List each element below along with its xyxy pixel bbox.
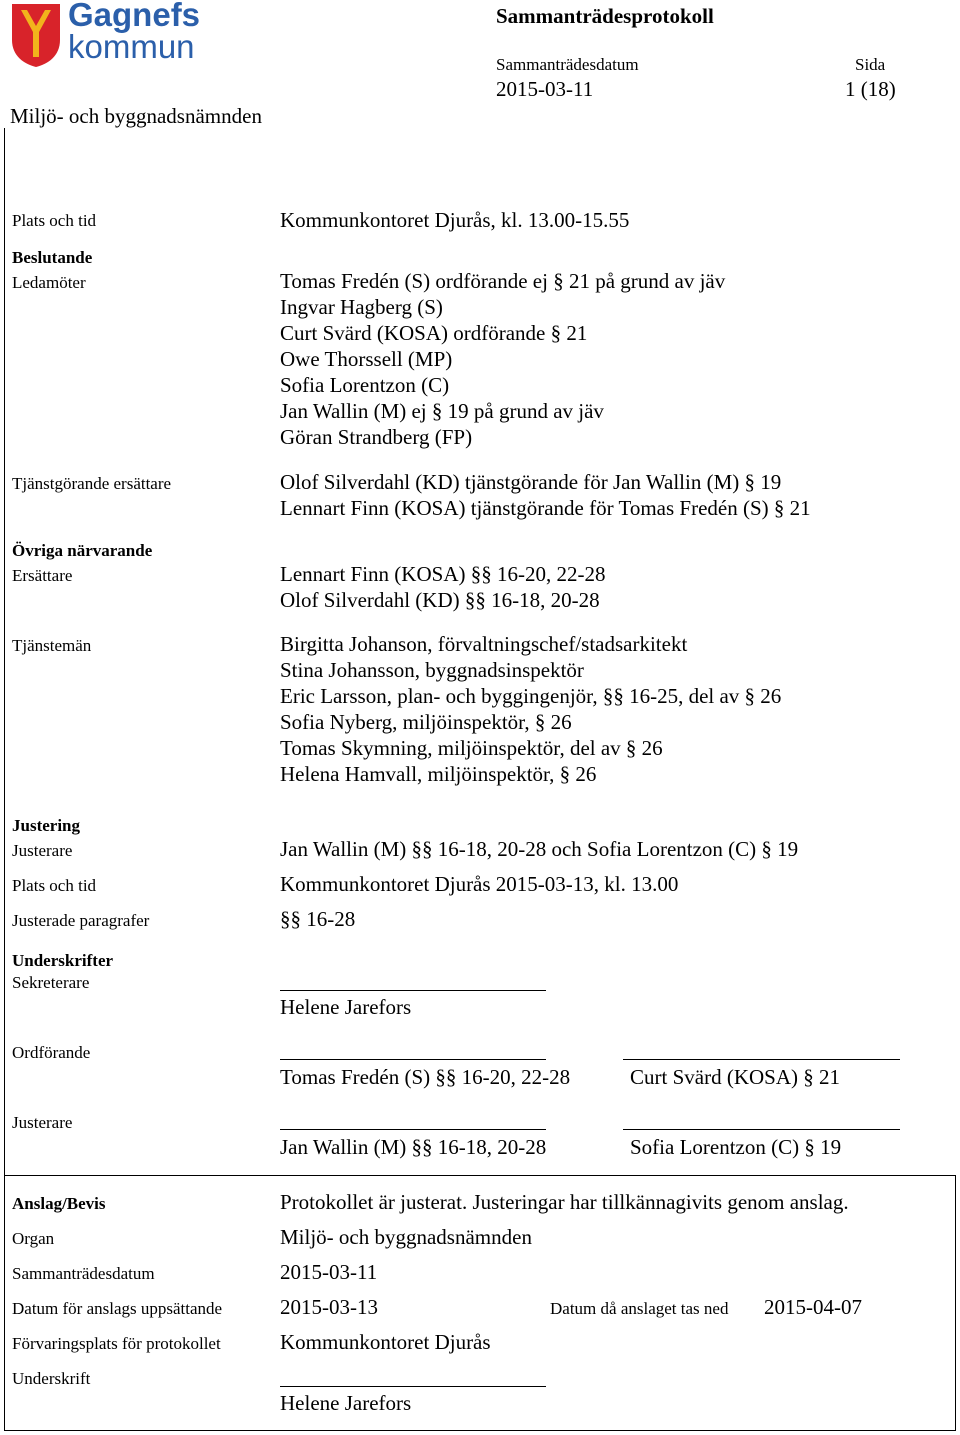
- justering-place-label: Plats och tid: [12, 876, 97, 895]
- posted-date-label: Datum för anslags uppsättande: [12, 1299, 223, 1318]
- others-heading: Övriga närvarande: [12, 541, 153, 560]
- header-date-value: 2015-03-11: [496, 77, 594, 101]
- ersattare-label: Ersättare: [12, 566, 73, 585]
- anslag-statement: Protokollet är justerat. Justeringar har tillkännagivits genom anslag.: [280, 1190, 849, 1214]
- chair-name-1: Tomas Fredén (S) §§ 16-20, 22-28: [280, 1065, 571, 1089]
- header-date-label: Sammanträdesdatum: [496, 55, 639, 74]
- anslag-right-border: [955, 1175, 956, 1431]
- adjusters-value: Jan Wallin (M) §§ 16-18, 20-28 och Sofia Lorentzon (C) § 19: [280, 837, 799, 861]
- adjuster-signature-line-1: [280, 1129, 546, 1130]
- place-label: Plats och tid: [12, 211, 97, 230]
- list-item: Olof Silverdahl (KD) §§ 16-18, 20-28: [280, 588, 600, 612]
- anslag-signature-name: Helene Jarefors: [280, 1391, 412, 1415]
- list-item: Owe Thorssell (MP): [280, 347, 453, 371]
- document-title: Sammanträdesprotokoll: [496, 4, 714, 28]
- header-page-value: 1 (18): [845, 77, 896, 101]
- adjuster-name-1: Jan Wallin (M) §§ 16-18, 20-28: [280, 1135, 547, 1159]
- removed-date-label: Datum då anslaget tas ned: [550, 1299, 729, 1318]
- list-item: Göran Strandberg (FP): [280, 425, 473, 449]
- chair-name-2: Curt Svärd (KOSA) § 21: [630, 1065, 840, 1089]
- logo-text-line2: kommun: [68, 28, 195, 65]
- storage-label: Förvaringsplats för protokollet: [12, 1334, 221, 1353]
- adjuster-label: Justerare: [12, 1113, 73, 1132]
- substitutes-label: Tjänstgörande ersättare: [12, 474, 172, 493]
- header-organization: Miljö- och byggnadsnämnden: [10, 104, 262, 128]
- adjuster-signature-line-2: [623, 1129, 900, 1130]
- list-item: Sofia Nyberg, miljöinspektör, § 26: [280, 710, 572, 734]
- adjuster-name-2: Sofia Lorentzon (C) § 19: [630, 1135, 842, 1159]
- secretary-name: Helene Jarefors: [280, 995, 412, 1019]
- list-item: Tomas Fredén (S) ordförande ej § 21 på grund av jäv: [280, 269, 726, 293]
- anslag-signature-label: Underskrift: [12, 1369, 91, 1388]
- list-item: Birgitta Johanson, förvaltningschef/stadsarkitekt: [280, 632, 688, 656]
- secretary-signature-line: [280, 990, 546, 991]
- signatures-heading: Underskrifter: [12, 951, 114, 970]
- list-item: Helena Hamvall, miljöinspektör, § 26: [280, 762, 597, 786]
- secretary-label: Sekreterare: [12, 973, 90, 992]
- beslutande-heading: Beslutande: [12, 248, 93, 267]
- chair-signature-line-1: [280, 1059, 546, 1060]
- anslag-heading: Anslag/Bevis: [12, 1194, 106, 1213]
- justering-heading: Justering: [12, 816, 80, 835]
- justering-place-value: Kommunkontoret Djurås 2015-03-13, kl. 13.00: [280, 872, 679, 896]
- anslag-bottom-border: [4, 1430, 956, 1431]
- anslag-date-label: Sammanträdesdatum: [12, 1264, 155, 1283]
- anslag-top-border: [4, 1175, 956, 1176]
- logo-text-line1: Gagnefs: [68, 0, 201, 33]
- place-value: Kommunkontoret Djurås, kl. 13.00-15.55: [280, 208, 630, 232]
- list-item: Curt Svärd (KOSA) ordförande § 21: [280, 321, 588, 345]
- anslag-signature-line: [280, 1386, 546, 1387]
- left-border: [4, 128, 5, 1430]
- coat-of-arms-icon: [10, 2, 62, 68]
- list-item: Lennart Finn (KOSA) tjänstgörande för Tomas Fredén (S) § 21: [280, 496, 811, 520]
- chair-signature-line-2: [623, 1059, 900, 1060]
- members-label: Ledamöter: [12, 273, 86, 292]
- organ-label: Organ: [12, 1229, 55, 1248]
- anslag-date-value: 2015-03-11: [280, 1260, 378, 1284]
- list-item: Stina Johansson, byggnadsinspektör: [280, 658, 584, 682]
- list-item: Lennart Finn (KOSA) §§ 16-20, 22-28: [280, 562, 606, 586]
- list-item: Tomas Skymning, miljöinspektör, del av § 26: [280, 736, 663, 760]
- list-item: Eric Larsson, plan- och byggingenjör, §§ 16-25, del av § 26: [280, 684, 782, 708]
- municipality-logo: [10, 0, 210, 70]
- list-item: Olof Silverdahl (KD) tjänstgörande för Jan Wallin (M) § 19: [280, 470, 782, 494]
- list-item: Sofia Lorentzon (C): [280, 373, 450, 397]
- adjusters-label: Justerare: [12, 841, 73, 860]
- header-page-label: Sida: [855, 55, 886, 74]
- posted-date-value: 2015-03-13: [280, 1295, 378, 1319]
- paragraphs-label: Justerade paragrafer: [12, 911, 150, 930]
- officials-label: Tjänstemän: [12, 636, 92, 655]
- organ-value: Miljö- och byggnadsnämnden: [280, 1225, 532, 1249]
- list-item: Ingvar Hagberg (S): [280, 295, 443, 319]
- paragraphs-value: §§ 16-28: [280, 907, 356, 931]
- removed-date-value: 2015-04-07: [764, 1295, 862, 1319]
- storage-value: Kommunkontoret Djurås: [280, 1330, 491, 1354]
- chair-label: Ordförande: [12, 1043, 91, 1062]
- list-item: Jan Wallin (M) ej § 19 på grund av jäv: [280, 399, 604, 423]
